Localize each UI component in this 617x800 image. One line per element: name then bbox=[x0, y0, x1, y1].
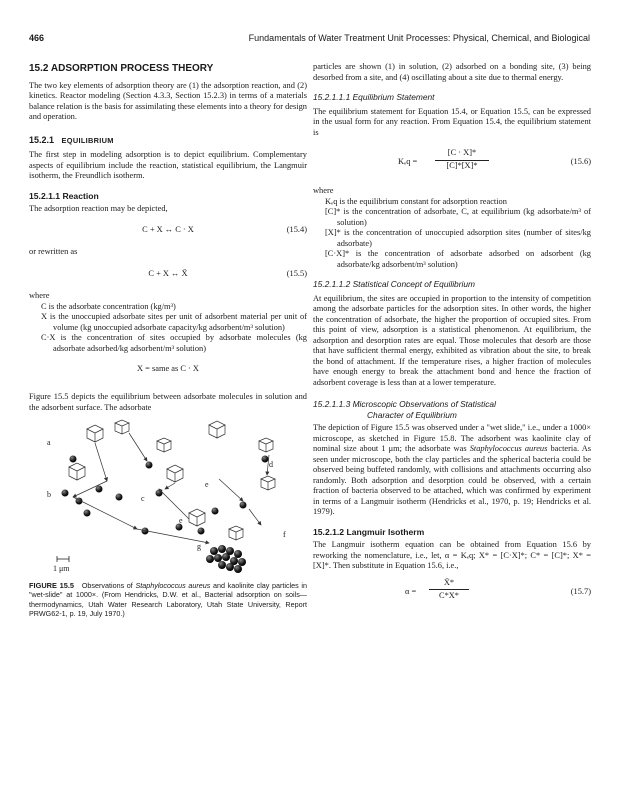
intro-paragraph: The two key elements of adsorption theory are (1) the adsorption reaction, and (2) kinetics. Reactor modeling (Section 4.3.3, Section 15.2.3) in terms of a materials balance relation is the basis for assimilating these elements into a theory for design and operation. bbox=[29, 80, 307, 121]
figure-label-a: a bbox=[47, 438, 51, 447]
definition-cx: C·X is the concentration of sites occupied by adsorbate molecules (kg adsorbate adsorbed/kg adsorbent/m³ solution) bbox=[41, 333, 307, 353]
caption-text-end: and kaolinite clay particles in "wet-slide" at 1000×. (From Hendricks, D.W. et al., Bacterial adsorption on soils—thermodynamics, Utah Water Research Laboratory, Utah State University, Report PRWG62-1, p. 19, July 1970.) bbox=[29, 581, 307, 618]
equation-15-6 bbox=[313, 148, 591, 178]
definition-x-star: [X]* is the concentration of unoccupied adsorption sites (number of sites/kg adsorbate) bbox=[325, 228, 591, 248]
clay-particle-cube bbox=[157, 438, 171, 452]
equation-numerator: X̄* bbox=[429, 578, 469, 591]
heading-line-2: Character of Equilibrium bbox=[367, 409, 457, 420]
where-label: where bbox=[313, 186, 334, 195]
reaction-heading: 15.2.1.1 Reaction bbox=[29, 190, 99, 201]
definition-c-star: [C]* is the concentration of adsorbate, C, at equilibrium (kg adsorbate/m³ of solution) bbox=[325, 207, 591, 227]
figure-label-e: e bbox=[179, 516, 183, 525]
equation-body: X = same as C · X bbox=[137, 364, 199, 373]
figure-label-b: b bbox=[47, 490, 51, 499]
clay-particle-cube bbox=[69, 463, 85, 480]
trajectory-arrows bbox=[73, 433, 269, 543]
clay-particle-cube bbox=[209, 421, 225, 438]
running-title: Fundamentals of Water Treatment Unit Processes: Physical, Chemical, and Biological bbox=[248, 33, 590, 43]
where-label: where bbox=[29, 291, 50, 300]
equation-number: (15.6) bbox=[570, 157, 591, 166]
microscopic-paragraph bbox=[313, 423, 591, 518]
equilibrium-statement-heading: 15.2.1.1.1 Equilibrium Statement bbox=[313, 92, 435, 102]
page-number: 466 bbox=[29, 33, 45, 43]
heading-line-1: 15.2.1.1.3 Microscopic Observations of Statistical bbox=[313, 399, 496, 409]
bacteria-aggregate bbox=[206, 545, 246, 573]
clay-particle-cube bbox=[167, 465, 183, 482]
figure-illustration bbox=[29, 419, 307, 575]
definition-cx-star: [C·X]* is the concentration of adsorbate adsorbed on adsorbent (kg adsorbate/kg adsorbent/m³ solution) bbox=[325, 249, 591, 269]
microscopic-observations-heading bbox=[313, 399, 591, 420]
clay-particle-cube bbox=[259, 438, 273, 452]
or-rewritten: or rewritten as bbox=[29, 246, 78, 256]
scale-bar bbox=[57, 556, 69, 562]
clay-particle-cube bbox=[229, 526, 243, 540]
equation-15-5 bbox=[29, 269, 307, 283]
equation-number: (15.4) bbox=[286, 224, 307, 234]
definition-x: X is the unoccupied adsorbate sites per unit of adsorbent material per unit of volume (kg unoccupied adsorbate capacity/kg adsorbent/m³ solution) bbox=[41, 312, 307, 332]
figure-reference-paragraph: Figure 15.5 depicts the equilibrium between adsorbate molecules in solution and the adsorbent surface. The adsorbate bbox=[29, 392, 307, 412]
clay-particle-cube bbox=[87, 425, 103, 442]
equation-body: C + X ↔ C · X bbox=[142, 224, 194, 234]
statistical-concept-heading: 15.2.1.1.2 Statistical Concept of Equilibrium bbox=[313, 279, 476, 289]
microscopic-text-start: The depiction of Figure 15.5 was observed under a "wet slide," i.e., under a 1000× microscope, as sketched in Figure 15.8. The adsorbent was kaolinite clay of nominal size about 1 μm; the adsorbate was bbox=[313, 423, 591, 453]
equation-numerator: [C · X]* bbox=[435, 148, 489, 161]
definition-c: C is the adsorbate concentration (kg/m³) bbox=[41, 301, 176, 311]
figure-label-d: d bbox=[269, 460, 273, 469]
section-title: 15.2 ADSORPTION PROCESS THEORY bbox=[29, 63, 214, 74]
equilibrium-paragraph: The first step in modeling adsorption is to depict equilibrium. Complementary aspects of equilibrium include the reaction, statistical equilibrium, the Langmuir isotherm, the Freundlich isotherm. bbox=[29, 150, 307, 180]
subsection-title: EQUILIBRIUM bbox=[61, 135, 114, 145]
clay-particle-cube bbox=[115, 420, 129, 434]
equation-denominator: [C]*[X]* bbox=[446, 161, 478, 170]
equation-15-7 bbox=[313, 578, 591, 608]
figure-15-5 bbox=[29, 419, 307, 575]
right-column bbox=[313, 62, 591, 616]
langmuir-heading: 15.2.1.2 Langmuir Isotherm bbox=[313, 526, 425, 537]
left-column bbox=[29, 62, 307, 618]
definition-keq: Kₑq is the equilibrium constant for adsorption reaction bbox=[325, 196, 507, 206]
figure-caption bbox=[29, 581, 307, 618]
species-name: Staphylococcus aureus bbox=[469, 444, 548, 453]
particles-paragraph: particles are shown (1) in solution, (2) adsorbed on a bonding site, (3) being desorbed from a site, and (4) oscillating about a site due to thermal energy. bbox=[313, 62, 591, 82]
microscopic-text-end: bacteria. As seen under microscope, both the clay particles and the spherical bacteria could be observed being buffeted randomly, with collisions and attachments occurring also randomly. Both adsorption and desorption could be observed, with a certain fraction of bacteria observed to be attached, which was confirmed by experiment in terms of a Langmuir isotherm (Hendricks et al., 1970, p. 19; Hendricks et al. 1979). bbox=[313, 444, 591, 516]
subsection-heading-equilibrium bbox=[29, 135, 307, 147]
figure-label-c: c bbox=[141, 494, 145, 503]
figure-label-e: e bbox=[205, 480, 209, 489]
equation-number: (15.5) bbox=[286, 269, 307, 278]
page-header bbox=[29, 33, 590, 45]
reaction-paragraph: The adsorption reaction may be depicted, bbox=[29, 204, 168, 213]
caption-label: FIGURE 15.5 bbox=[29, 581, 74, 590]
clay-particle-cube bbox=[261, 476, 275, 490]
equation-lhs: α = bbox=[405, 586, 417, 596]
langmuir-paragraph: The Langmuir isotherm equation can be obtained from Equation 15.6 by reworking the nomenclature, i.e., let, α = Kₑq; X* = [C·X]*; C* = [C]*; X* = [X]*. Then substitute in Equation 15.6, i.e., bbox=[313, 540, 591, 570]
same-as-equation bbox=[29, 364, 307, 378]
equilibrium-statement-paragraph: The equilibrium statement for Equation 15.4, or Equation 15.5, can be expressed in the usual form for any reaction. From Equation 15.4, the equilibrium statement is bbox=[313, 106, 591, 137]
caption-species: Staphylococcus aureus bbox=[135, 581, 211, 590]
subsection-number: 15.2.1 bbox=[29, 134, 55, 145]
figure-label-f: f bbox=[283, 530, 286, 539]
scale-bar-label: 1 μm bbox=[53, 564, 70, 573]
equation-lhs: Kₑq = bbox=[398, 157, 418, 166]
equation-denominator: C*X* bbox=[438, 590, 459, 600]
caption-text-start: Observations of bbox=[81, 581, 136, 590]
equation-number: (15.7) bbox=[570, 586, 591, 596]
clay-particle-cube bbox=[189, 509, 205, 526]
statistical-paragraph: At equilibrium, the sites are occupied in proportion to the intensity of competition among the adsorbate particles for the adsorption sites. In other words, the higher the concentration of adsorbate, the higher the proportion of occupied sites. From this point of view, adsorption is a statistical phenomenon. At equilibrium, the adsorption and desorption rates are equal. Those molecules that desorb are those that have sufficient thermal energy, exhibited as vibration about the site, to break the bond of attachment. If the temperature rises, a higher fraction of molecules have enough energy to break the attachment bond and hence the fraction of adsorbent coverage is less than at a lower temperature. bbox=[313, 293, 591, 387]
equation-body: C + X ↔ X̄ bbox=[148, 269, 188, 278]
figure-label-g: g bbox=[197, 542, 201, 551]
equation-15-4 bbox=[29, 225, 307, 239]
